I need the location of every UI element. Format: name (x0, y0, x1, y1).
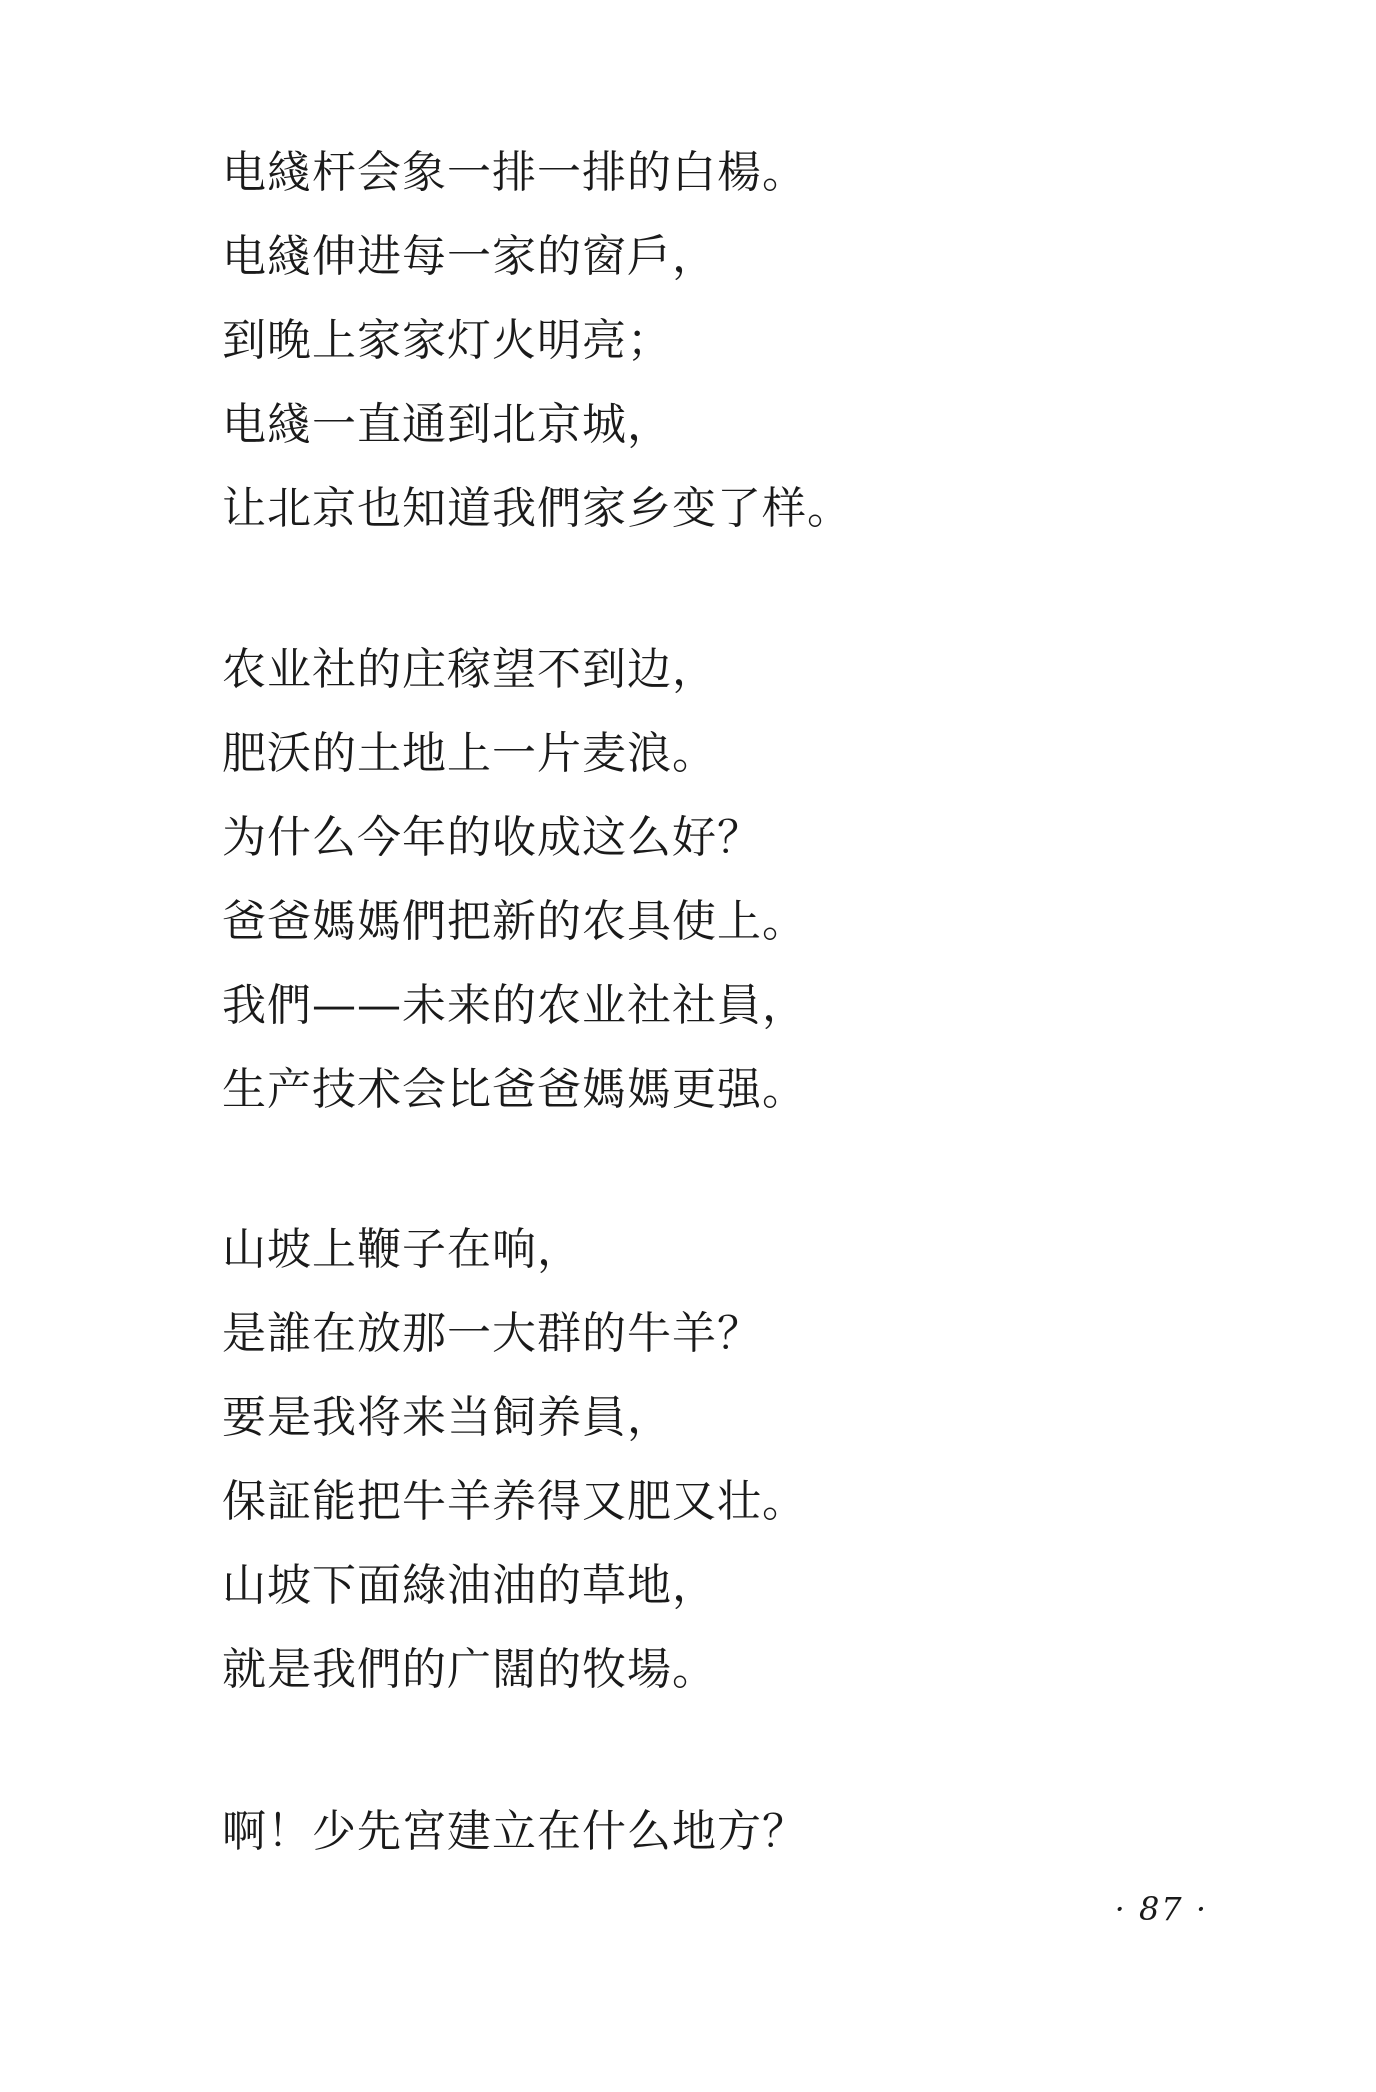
poem-line: 山坡下面綠油油的草地， (222, 1560, 717, 1611)
poem-line: 让北京也知道我們家乡变了样。 (222, 483, 852, 534)
poem-line: 我們——未来的农业社社員， (222, 980, 807, 1031)
poem-line: 保証能把牛羊养得又肥又壮。 (222, 1476, 807, 1527)
stanza-2 (222, 628, 807, 1132)
stanza-4 (222, 1790, 807, 1874)
page-number: · 87 · (1114, 1890, 1208, 1928)
poem-line: 电綫伸进每一家的窗戶， (222, 231, 717, 282)
stanza-3 (222, 1208, 807, 1712)
poem-line: 爸爸媽媽們把新的农具使上。 (222, 896, 807, 947)
poem-line: 啊！少先宮建立在什么地方？ (222, 1806, 807, 1857)
stanza-1 (222, 131, 852, 551)
poem-line: 电綫杆会象一排一排的白楊。 (222, 147, 807, 198)
poem-line: 山坡上鞭子在响， (222, 1224, 582, 1275)
poem-line: 要是我将来当飼养員， (222, 1392, 672, 1443)
poem-line: 是誰在放那一大群的牛羊？ (222, 1308, 762, 1359)
poem-line: 就是我們的广闊的牧場。 (222, 1644, 717, 1695)
poem-line: 电綫一直通到北京城， (222, 399, 672, 450)
poem-line: 农业社的庄稼望不到边， (222, 644, 717, 695)
poem-line: 为什么今年的收成这么好？ (222, 812, 762, 863)
poem-line: 到晚上家家灯火明亮； (222, 315, 672, 366)
poem-line: 生产技术会比爸爸媽媽更强。 (222, 1064, 807, 1115)
poem-line: 肥沃的土地上一片麦浪。 (222, 728, 717, 779)
